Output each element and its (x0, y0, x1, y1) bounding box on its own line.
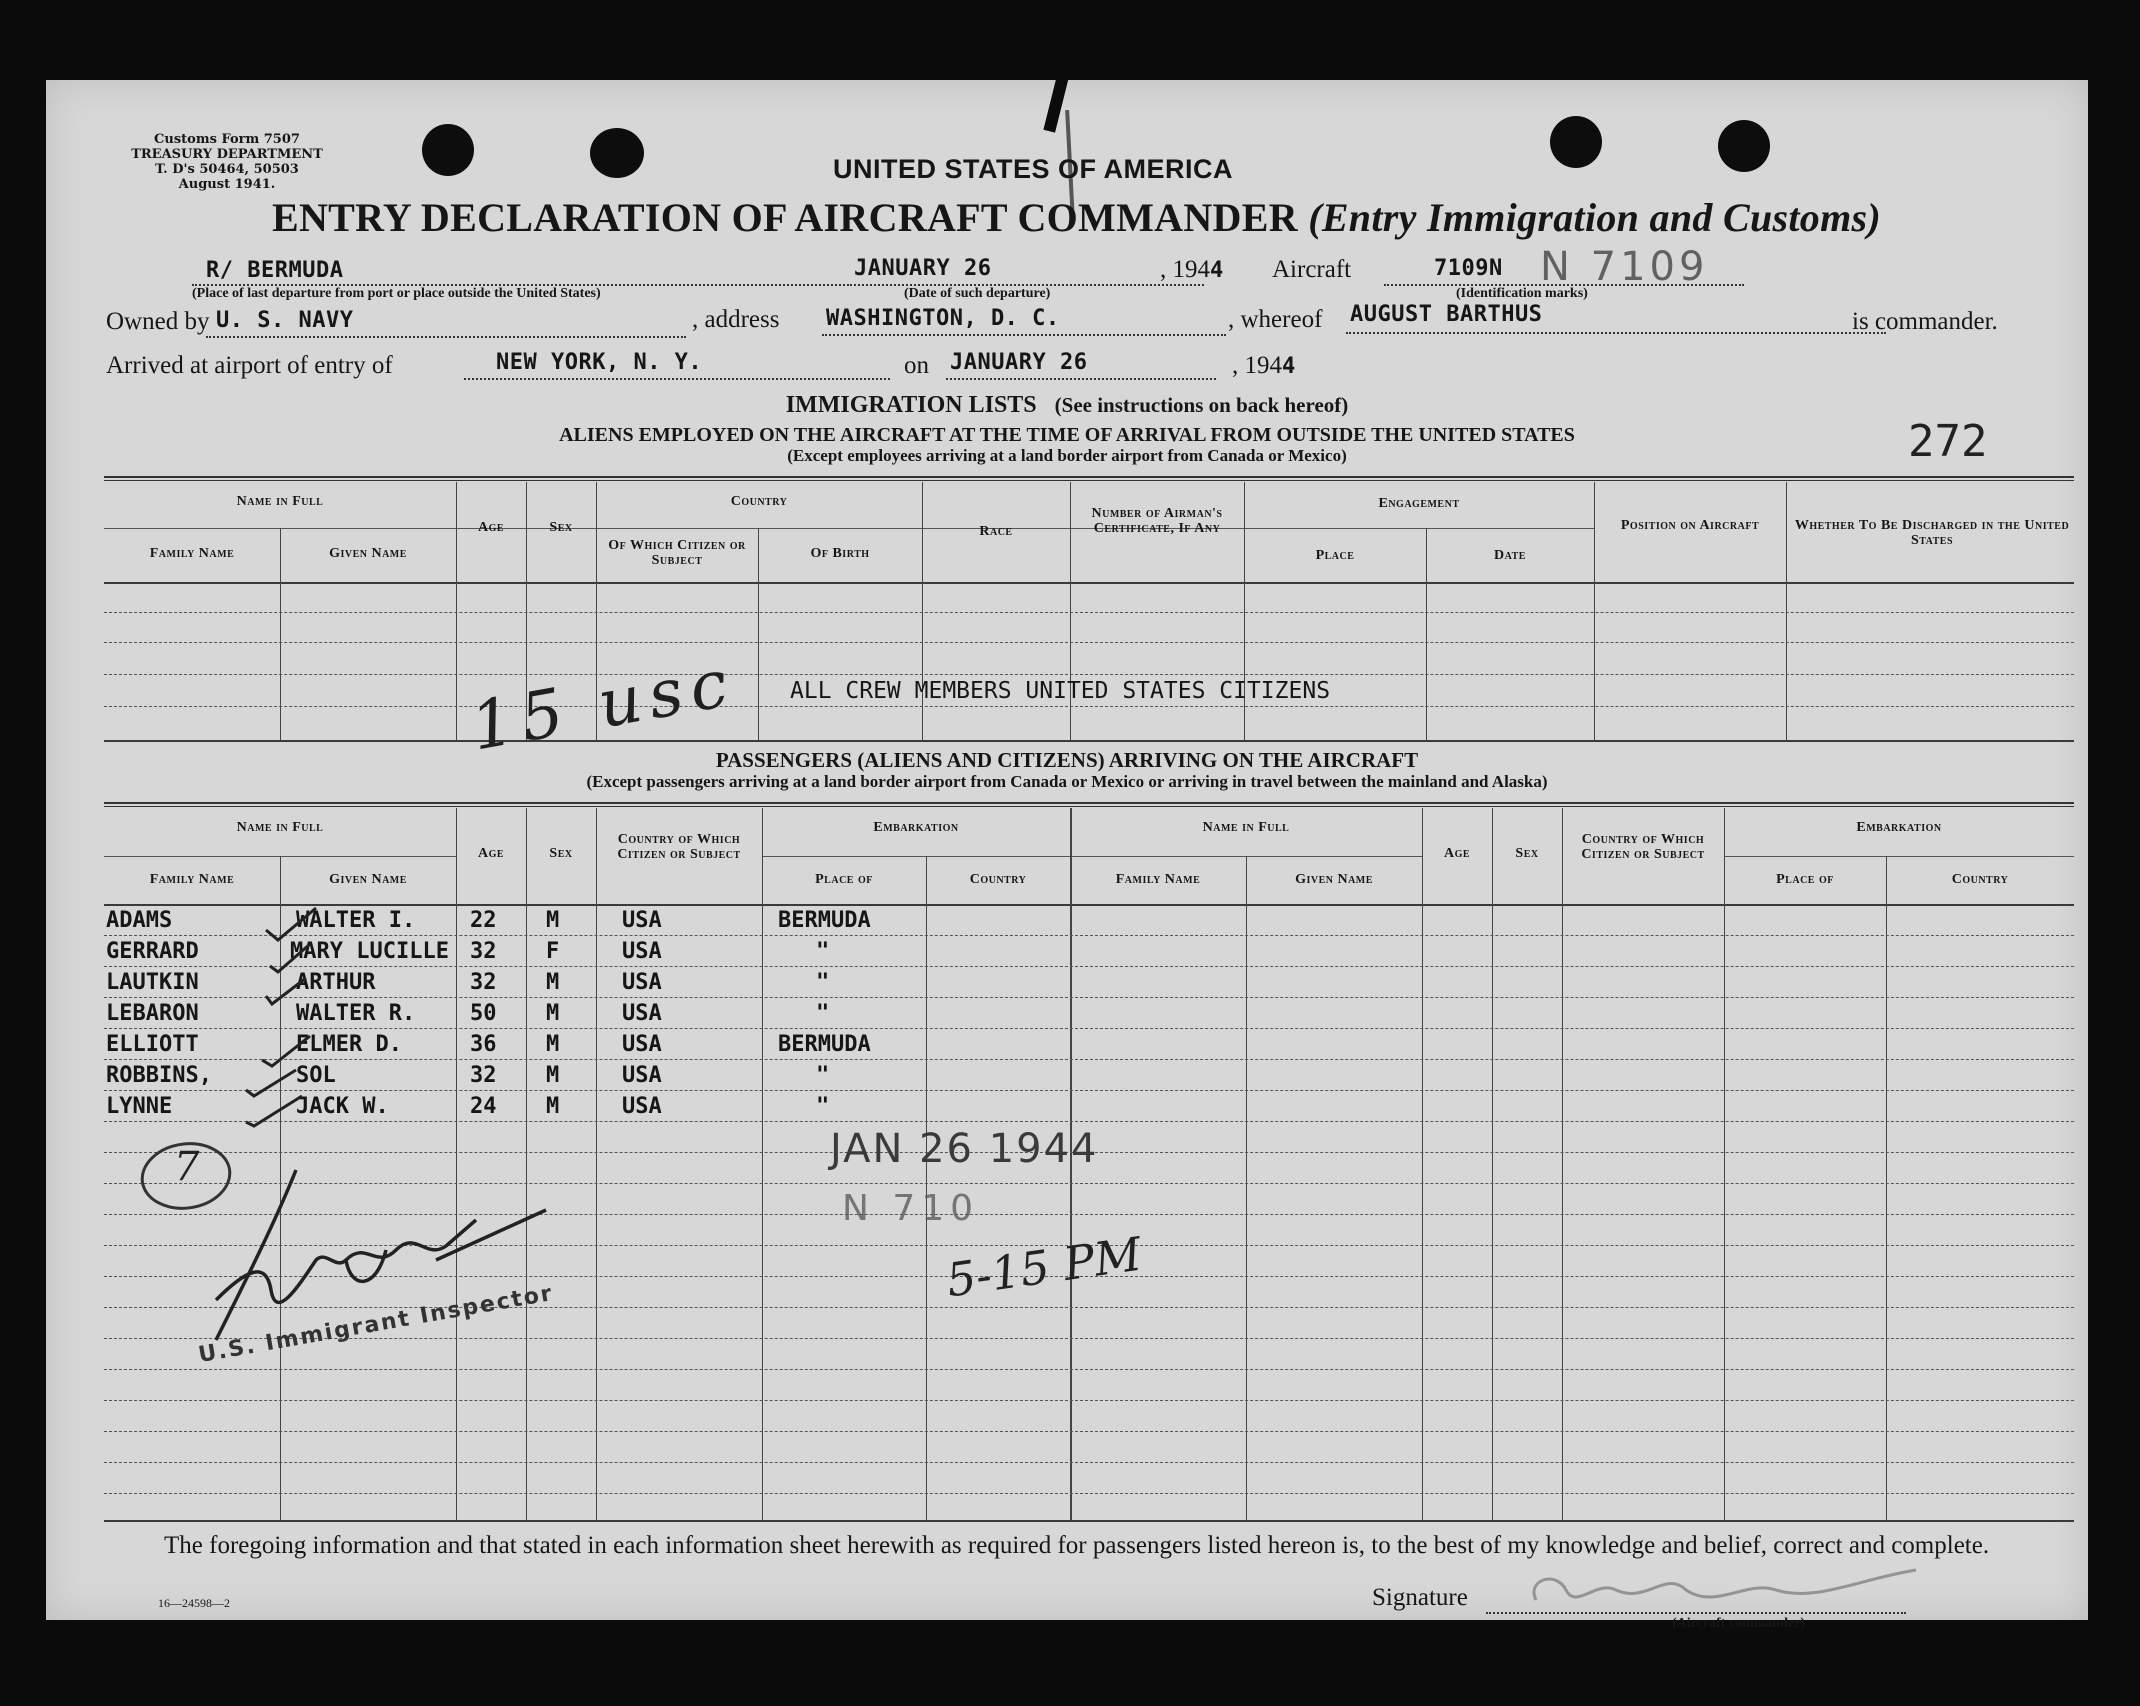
imm-row-line (104, 674, 2074, 675)
passenger-embark-place: " (816, 1001, 830, 1026)
passenger-citizen: USA (622, 939, 662, 964)
aircraft-caption: (Identification marks) (1456, 286, 1588, 301)
handwritten-15-usc: 15 usc (465, 643, 741, 766)
page-title (272, 194, 1881, 241)
check-mark (270, 944, 310, 972)
imm-head-position: Position on Aircraft (1620, 518, 1760, 533)
sheet-number: 272 (1908, 416, 1988, 467)
immigration-subheading: ALIENS EMPLOYED ON THE AIRCRAFT AT THE TIME OF ARRIVAL FROM OUTSIDE THE UNITED STATES (559, 424, 1575, 446)
departure-place-value: R/ BERMUDA (206, 258, 344, 283)
date-stamp: JAN 26 1944 (830, 1126, 1099, 1172)
imm-head-discharged: Whether To Be Discharged in the United States (1794, 518, 2070, 548)
pass-head-country-2: Country (1951, 872, 2009, 887)
immigration-table-bottom (104, 740, 2074, 742)
passenger-embark-place: BERMUDA (778, 908, 871, 933)
signature-caption: (Aircraft commander) (1672, 1616, 1806, 1631)
pass-head-citizen-of: Country of Which Citizen or Subject (617, 832, 741, 862)
arrival-airport-line (464, 378, 890, 380)
punch-hole (590, 128, 644, 178)
arrival-time-note: 5-15 PM (943, 1226, 1145, 1308)
aircraft-value: 7109N (1434, 256, 1503, 281)
pass-head-embarkation-2: Embarkation (1856, 820, 1942, 835)
imm-head-date: Date (1494, 548, 1526, 563)
imm-head-sex: Sex (549, 520, 573, 535)
commander-label: is commander. (1852, 308, 1998, 335)
check-mark (262, 1036, 310, 1066)
treasury-decisions: T. D's 50464, 50503 (155, 162, 299, 177)
paper-tear (1043, 75, 1068, 132)
commander-signature (1516, 1560, 1936, 1620)
passenger-age: 36 (470, 1032, 497, 1057)
check-mark (266, 908, 316, 940)
form-date: August 1941. (178, 177, 276, 192)
aircraft-label: Aircraft (1272, 256, 1352, 283)
pass-row-line (104, 1400, 2074, 1401)
punch-hole (422, 124, 474, 176)
passenger-sex: M (546, 1032, 560, 1057)
pass-head-embarkation: Embarkation (873, 820, 959, 835)
circled-mark-number: 7 (174, 1144, 200, 1190)
pass-head-country: Country (969, 872, 1027, 887)
pass-row-line (104, 1028, 2074, 1029)
pass-row-line (104, 997, 2074, 998)
commander-value: AUGUST BARTHUS (1350, 302, 1543, 327)
signature-label: Signature (1372, 1584, 1468, 1611)
inspector-stamp: U.S. Immigrant Inspector (196, 1280, 556, 1369)
passenger-embark-place: " (816, 939, 830, 964)
pass-head-name-in-full-2: Name in Full (1202, 820, 1290, 835)
pass-row-line (104, 1059, 2074, 1060)
pass-header-divider-emb (762, 856, 1070, 857)
pass-head-given-name-2: Given Name (1295, 872, 1373, 887)
title-main: ENTRY DECLARATION OF AIRCRAFT COMMANDER (272, 195, 1298, 240)
imm-head-family-name: Family Name (149, 546, 235, 561)
passenger-sex: M (546, 1001, 560, 1026)
pass-head-place-of-2: Place of (1776, 872, 1834, 887)
form-number: Customs Form 7507 (154, 132, 300, 147)
imm-head-race: Race (979, 524, 1013, 539)
passenger-sex: M (546, 970, 560, 995)
immigration-subsubheading: (Except employees arriving at a land border airport from Canada or Mexico) (787, 446, 1347, 465)
passenger-age: 32 (470, 939, 497, 964)
passenger-given-name: MARY LUCILLE (290, 939, 449, 964)
passenger-given-name: WALTER R. (296, 1001, 416, 1026)
passenger-sex: M (546, 1094, 560, 1119)
passenger-citizen: USA (622, 1032, 662, 1057)
arrival-year (1232, 352, 1296, 380)
owned-by-line (206, 336, 686, 338)
passenger-family-name: LEBARON (106, 1001, 199, 1026)
pass-head-given-name: Given Name (329, 872, 407, 887)
pass-col-divider (1492, 808, 1493, 1520)
pass-row-line (104, 1121, 2074, 1122)
passenger-citizen: USA (622, 1063, 662, 1088)
arrival-date-line (946, 378, 1216, 380)
passenger-citizen: USA (622, 1094, 662, 1119)
immigration-header-bottom (104, 582, 2074, 584)
address-label: , address (692, 306, 780, 333)
passenger-age: 24 (470, 1094, 497, 1119)
pass-head-place-of: Place of (815, 872, 873, 887)
passenger-sex: M (546, 908, 560, 933)
passenger-given-name: SOL (296, 1063, 336, 1088)
pass-head-sex: Sex (549, 846, 573, 861)
pass-row-line (104, 1431, 2074, 1432)
imm-head-name-in-full: Name in Full (236, 494, 324, 509)
address-value: WASHINGTON, D. C. (826, 306, 1060, 331)
pass-row-line (104, 1090, 2074, 1091)
passenger-family-name: ROBBINS, (106, 1063, 212, 1088)
arrival-year-value: 4 (1282, 354, 1296, 379)
passenger-age: 32 (470, 970, 497, 995)
passenger-given-name: WALTER I. (296, 908, 416, 933)
arrival-on-label: on (904, 352, 929, 379)
address-line (822, 334, 1226, 336)
pass-col-divider (762, 808, 763, 1520)
passenger-family-name: GERRARD (106, 939, 199, 964)
owned-by-value: U. S. NAVY (216, 308, 354, 333)
arrival-airport-value: NEW YORK, N. Y. (496, 350, 703, 375)
pass-row-line (104, 1462, 2074, 1463)
immigration-table-top (104, 476, 2074, 481)
check-mark (246, 1096, 302, 1126)
passenger-given-name: ARTHUR (296, 970, 376, 995)
imm-row-line (104, 612, 2074, 613)
passenger-citizen: USA (622, 970, 662, 995)
passenger-citizen: USA (622, 1001, 662, 1026)
passenger-age: 32 (470, 1063, 497, 1088)
passenger-embark-place: " (816, 1094, 830, 1119)
declaration-text: The foregoing information and that stated in each information sheet herewith as required for passengers listed hereon is, to the best of my knowledge and belief, correct and complete. (164, 1532, 1990, 1559)
pass-col-divider (1724, 808, 1725, 1520)
imm-col-divider (1786, 482, 1787, 740)
pass-row-line (104, 966, 2074, 967)
title-sub: (Entry Immigration and Customs) (1308, 195, 1881, 240)
pass-table-top (104, 802, 2074, 807)
pass-col-divider (1422, 808, 1423, 1520)
check-mark (246, 1070, 296, 1096)
departure-date-value: JANUARY 26 (854, 256, 992, 281)
pass-head-age: Age (477, 846, 505, 861)
passenger-family-name: LYNNE (106, 1094, 173, 1119)
punch-hole (1718, 120, 1770, 172)
pass-col-divider (1246, 856, 1247, 1520)
pass-head-citizen-of-2: Country of Which Citizen or Subject (1581, 832, 1705, 862)
pass-table-bottom (104, 1520, 2074, 1522)
owned-by-label: Owned by (106, 308, 210, 335)
form-id-block (102, 132, 352, 192)
imm-head-engagement: Engagement (1378, 496, 1460, 511)
check-mark (266, 978, 306, 1004)
pass-row-line (104, 935, 2074, 936)
imm-head-airman-cert: Number of Airman's Certificate, If Any (1091, 506, 1223, 536)
passenger-family-name: ADAMS (106, 908, 173, 933)
pass-head-name-in-full: Name in Full (236, 820, 324, 835)
passenger-family-name: ELLIOTT (106, 1032, 199, 1057)
pass-col-divider (1886, 856, 1887, 1520)
imm-head-of-birth: Of Birth (810, 546, 870, 561)
aircraft-id-stamp: N 710 (842, 1188, 980, 1229)
imm-row-line (104, 642, 2074, 643)
departure-year-value: 4 (1210, 258, 1224, 283)
passenger-age: 22 (470, 908, 497, 933)
passenger-sex: M (546, 1063, 560, 1088)
passengers-heading (46, 748, 2088, 773)
pass-head-family-name: Family Name (149, 872, 235, 887)
passengers-subheading: (Except passengers arriving at a land border airport from Canada or Mexico or arriving in travel between the mainland and Alaska) (586, 772, 1548, 791)
punch-hole (1550, 116, 1602, 168)
immigration-heading-note: (See instructions on back hereof) (1054, 393, 1349, 417)
form-sheet (46, 80, 2088, 1631)
passenger-embark-place: " (816, 970, 830, 995)
aircraft-stamp: N 7109 (1540, 244, 1709, 290)
department: TREASURY DEPARTMENT (131, 147, 323, 162)
passenger-age: 50 (470, 1001, 497, 1026)
commander-line (1346, 332, 1886, 334)
passenger-embark-place: BERMUDA (778, 1032, 871, 1057)
passenger-citizen: USA (622, 908, 662, 933)
pass-row-line (104, 1493, 2074, 1494)
departure-date-caption: (Date of such departure) (904, 286, 1051, 301)
arrival-date-value: JANUARY 26 (950, 350, 1088, 375)
immigration-heading (46, 392, 2088, 419)
whereof-label: , whereof (1228, 306, 1323, 333)
imm-head-place: Place (1315, 548, 1355, 563)
departure-year-prefix: , 194 (1160, 256, 1210, 283)
immigration-heading-text: IMMIGRATION LISTS (785, 392, 1037, 418)
arrival-year-prefix: , 194 (1232, 352, 1282, 379)
imm-head-citizen-of: Of Which Citizen or Subject (608, 538, 746, 568)
passengers-heading-text: PASSENGERS (ALIENS AND CITIZENS) ARRIVING ON THE AIRCRAFT (715, 748, 1419, 772)
departure-year (1160, 256, 1224, 284)
passenger-family-name: LAUTKIN (106, 970, 199, 995)
passenger-given-name: ELMER D. (296, 1032, 402, 1057)
pass-head-family-name-2: Family Name (1115, 872, 1201, 887)
print-code: 16—24598—2 (158, 1596, 230, 1610)
imm-head-age: Age (477, 520, 505, 535)
imm-col-divider (1594, 482, 1595, 740)
departure-place-caption: (Place of last departure from port or place outside the United States) (192, 286, 601, 301)
crew-note: ALL CREW MEMBERS UNITED STATES CITIZENS (790, 678, 1331, 704)
pass-header-divider-emb2 (1724, 856, 2074, 857)
immigration-header-divider (104, 528, 1594, 529)
imm-head-given-name: Given Name (329, 546, 407, 561)
pass-header-bottom (104, 904, 2074, 906)
passenger-embark-place: " (816, 1063, 830, 1088)
arrived-label: Arrived at airport of entry of (106, 352, 393, 379)
check-marks (226, 900, 346, 1130)
imm-row-line (104, 706, 2074, 707)
pass-col-divider (596, 808, 597, 1520)
pass-col-divider (1562, 808, 1563, 1520)
passenger-given-name: JACK W. (296, 1094, 389, 1119)
pass-head-age-2: Age (1443, 846, 1471, 861)
country-heading: UNITED STATES OF AMERICA (833, 154, 1233, 184)
imm-head-country: Country (730, 494, 788, 509)
pass-head-sex-2: Sex (1515, 846, 1539, 861)
passenger-sex: F (546, 939, 560, 964)
